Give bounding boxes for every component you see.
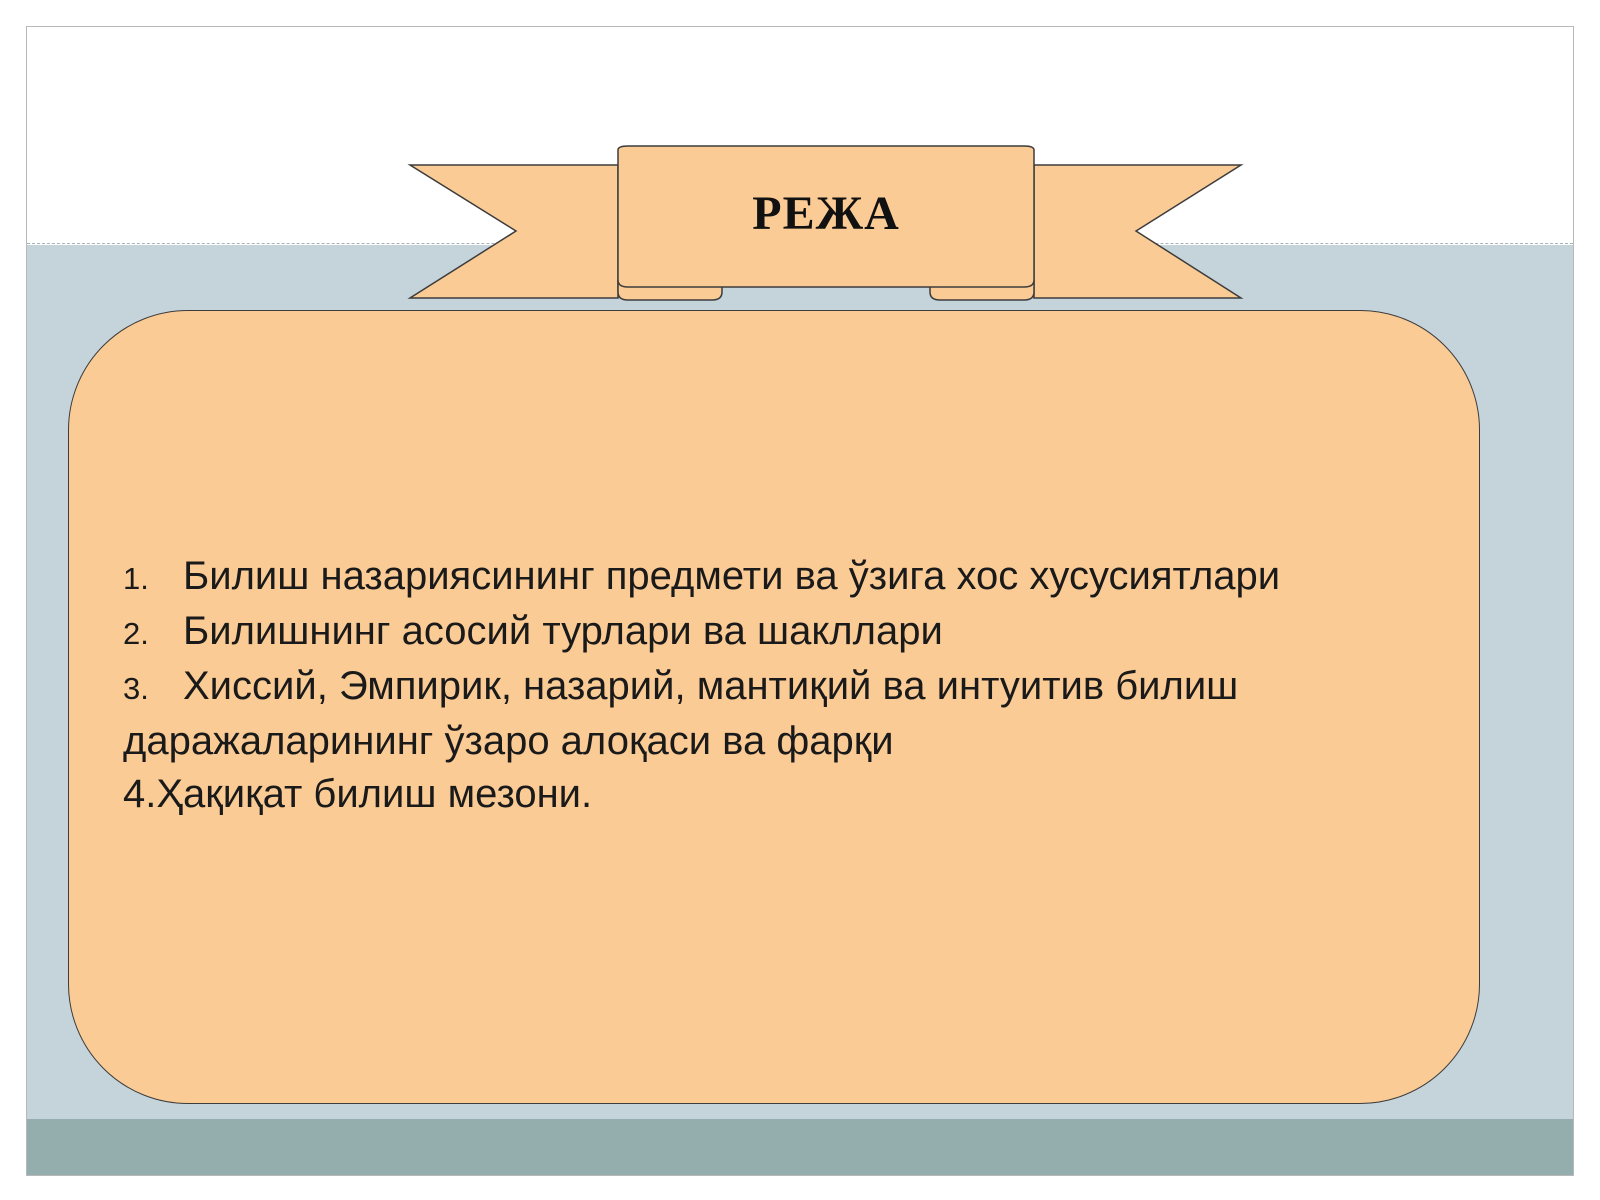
- plan-item-3-continued: [123, 715, 1463, 768]
- plan-item-2: [123, 605, 1463, 660]
- slide-title: РЕЖА: [752, 187, 900, 240]
- bottom-band: [27, 1119, 1573, 1175]
- plan-item-number: 1.: [123, 561, 149, 596]
- plan-item-number: 3.: [123, 671, 149, 706]
- plan-item-text: даражаларининг ўзаро алоқаси ва фарқи: [123, 719, 894, 763]
- plan-item-text: Билишнинг асосий турлари ва шакллари: [183, 609, 943, 653]
- ribbon-right-tail: [1034, 165, 1241, 298]
- plan-item-text: Хиссий, Эмпирик, назарий, мантиқий ва интуитив билиш: [183, 664, 1239, 708]
- plan-item-text: Билиш назариясининг предмети ва ўзига хос хусусиятлари: [183, 554, 1281, 598]
- plan-item-text: 4.Ҳақиқат билиш мезони.: [123, 772, 593, 816]
- ribbon-left-tail: [410, 165, 618, 298]
- plan-item-3: [123, 660, 1463, 715]
- plan-list: [123, 550, 1463, 821]
- plan-item-4: [123, 768, 1463, 821]
- plan-item-number: 2.: [123, 616, 149, 651]
- plan-item-1: [123, 550, 1463, 605]
- title-ribbon-banner: [0, 0, 1600, 320]
